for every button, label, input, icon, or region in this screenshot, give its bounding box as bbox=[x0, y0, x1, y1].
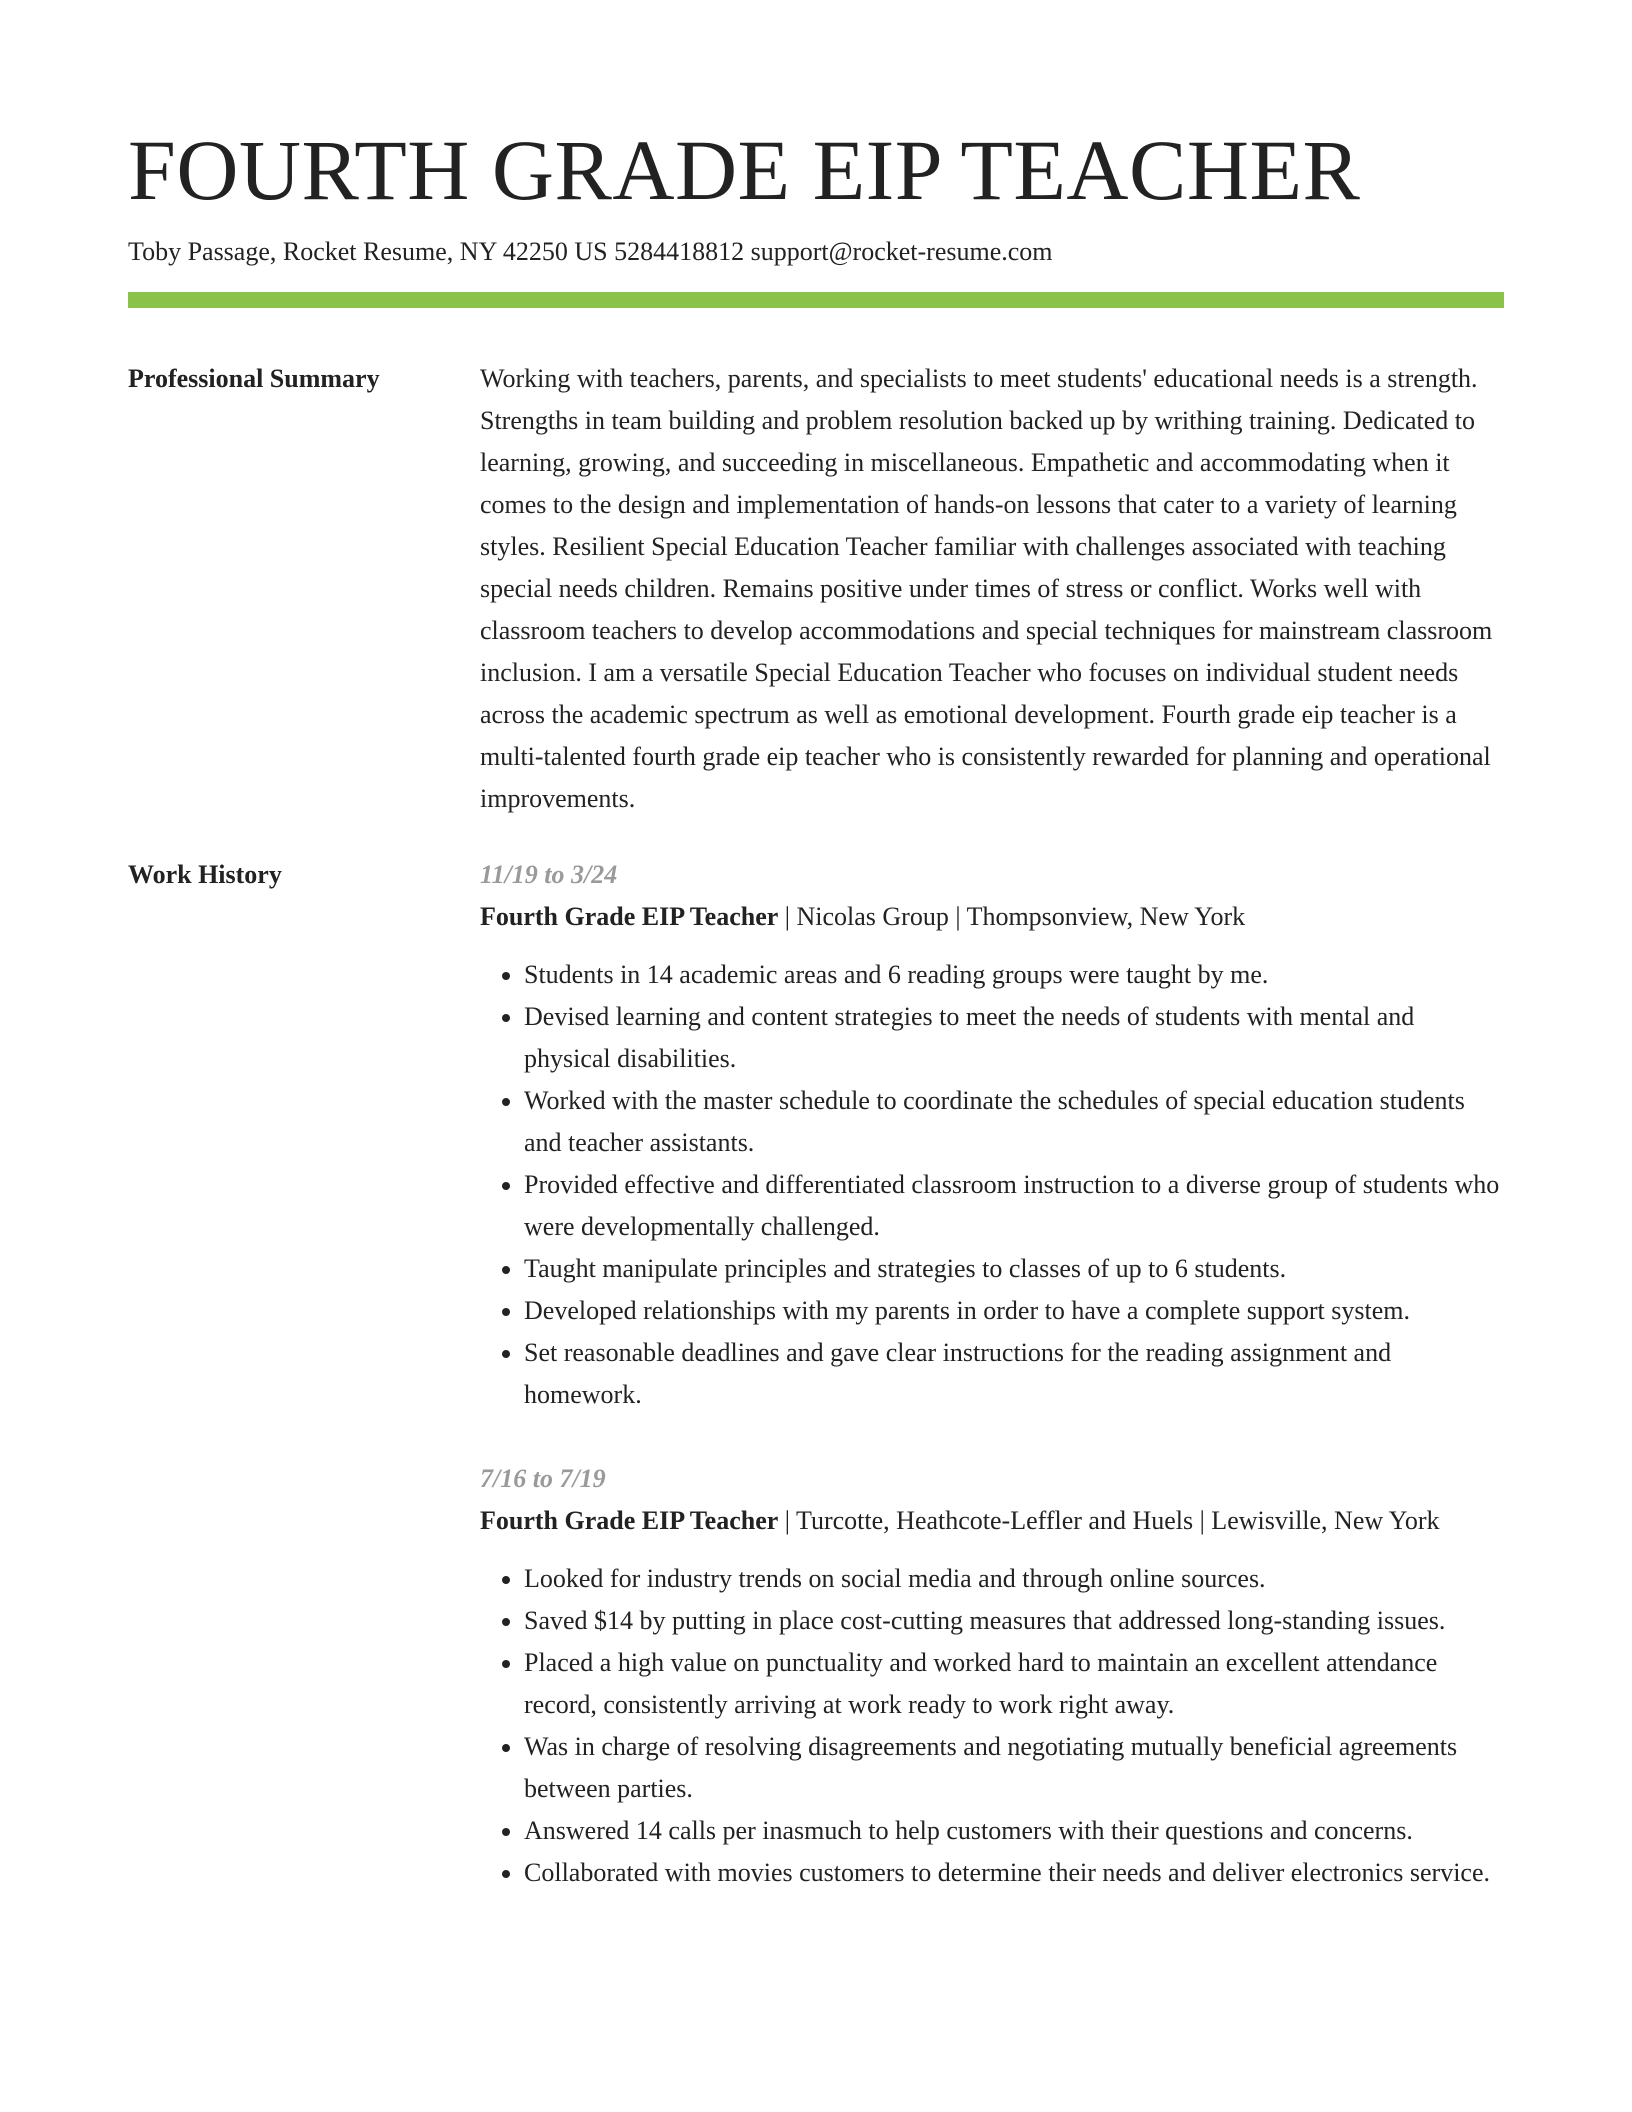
job-heading bbox=[480, 1500, 1504, 1542]
job-bullet-list bbox=[480, 954, 1504, 1416]
job-bullet: • Was in charge of resolving disagreements and negotiating mutually beneficial agreements between parties. bbox=[524, 1726, 1504, 1810]
job-bullet: • Answered 14 calls per inasmuch to help customers with their questions and concerns. bbox=[524, 1810, 1504, 1852]
job-title: Fourth Grade EIP Teacher bbox=[480, 1506, 779, 1535]
job-details: | Turcotte, Heathcote-Leffler and Huels | Lewisville, New York bbox=[778, 1506, 1440, 1535]
job-bullet: • Collaborated with movies customers to determine their needs and deliver electronics service. bbox=[524, 1852, 1504, 1894]
resume-title: FOURTH GRADE EIP TEACHER bbox=[128, 122, 1361, 218]
job-entry bbox=[480, 1458, 1504, 1894]
job-bullet: • Placed a high value on punctuality and worked hard to maintain an excellent attendance record, consistently arriving at work ready to work right away. bbox=[524, 1642, 1504, 1726]
job-bullet: • Saved $14 by putting in place cost-cutting measures that addressed long-standing issues. bbox=[524, 1600, 1504, 1642]
job-bullet: • Developed relationships with my parents in order to have a complete support system. bbox=[524, 1290, 1504, 1332]
job-bullet: • Taught manipulate principles and strategies to classes of up to 6 students. bbox=[524, 1248, 1504, 1290]
work-history-body bbox=[480, 854, 1504, 1894]
job-bullet: • Provided effective and differentiated classroom instruction to a diverse group of students who were developmentally challenged. bbox=[524, 1164, 1504, 1248]
job-bullet: • Students in 14 academic areas and 6 reading groups were taught by me. bbox=[524, 954, 1504, 996]
job-dates: 7/16 to 7/19 bbox=[480, 1464, 606, 1493]
job-bullet: • Looked for industry trends on social media and through online sources. bbox=[524, 1558, 1504, 1600]
job-details: | Nicolas Group | Thompsonview, New York bbox=[778, 902, 1246, 931]
work-history-section bbox=[128, 854, 1504, 1894]
job-heading bbox=[480, 896, 1504, 938]
section-label-professional-summary: Professional Summary bbox=[128, 364, 380, 393]
professional-summary-section bbox=[128, 358, 1504, 820]
job-entry bbox=[480, 854, 1504, 1416]
job-bullet-list bbox=[480, 1558, 1504, 1894]
job-bullet: • Devised learning and content strategies to meet the needs of students with mental and physical disabilities. bbox=[524, 996, 1504, 1080]
contact-line: Toby Passage, Rocket Resume, NY 42250 US 5284418812 support@rocket-resume.com bbox=[128, 237, 1053, 266]
summary-text: Working with teachers, parents, and specialists to meet students' educational needs is a strength. Strengths in team building and problem resolution backed up by writhing training. Dedicated to learning, growing, and succeeding in miscellaneous. Empathetic and accommodating when it comes to the design and implementation of hands-on lessons that cater to a variety of learning styles. Resilient Special Education Teacher familiar with challenges associated with teaching special needs children. Remains positive under times of stress or conflict. Works well with classroom teachers to develop accommodations and special techniques for mainstream classroom inclusion. I am a versatile Special Education Teacher who focuses on individual student needs across the academic spectrum as well as emotional development. Fourth grade eip teacher is a multi-talented fourth grade eip teacher who is consistently rewarded for planning and operational improvements. bbox=[480, 364, 1493, 813]
section-label-work-history: Work History bbox=[128, 860, 282, 889]
job-dates: 11/19 to 3/24 bbox=[480, 860, 618, 889]
job-bullet: • Set reasonable deadlines and gave clear instructions for the reading assignment and homework. bbox=[524, 1332, 1504, 1416]
professional-summary-body bbox=[480, 358, 1504, 820]
job-bullet: • Worked with the master schedule to coordinate the schedules of special education students and teacher assistants. bbox=[524, 1080, 1504, 1164]
accent-divider bbox=[128, 292, 1504, 308]
job-title: Fourth Grade EIP Teacher bbox=[480, 902, 779, 931]
resume-page bbox=[128, 0, 1504, 1894]
